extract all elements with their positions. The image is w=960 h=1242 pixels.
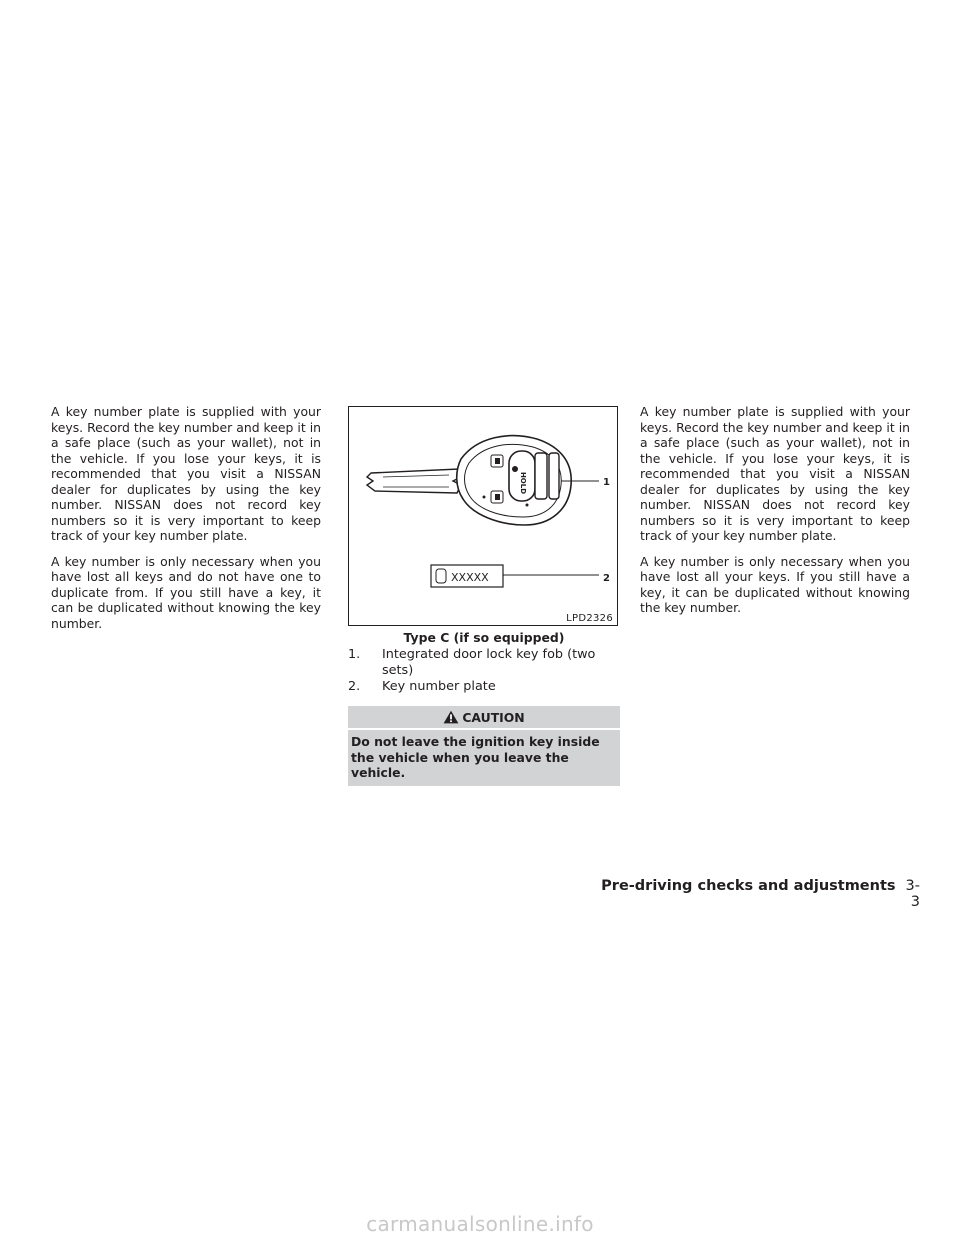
section-title: Pre-driving checks and adjustments	[601, 878, 896, 894]
caution-text: Do not leave the ignition key inside the vehicle when you leave the vehicle.	[348, 728, 620, 786]
legend-text: Integrated door lock key fob (two sets)	[382, 647, 596, 678]
paragraph: A key number plate is supplied with your keys. Record the key number and keep it in a safe place (such as your wallet), not in the vehicle. If you lose your keys, it is recommended that you visit a NISSAN dealer for duplicates by using the key number. NISSAN does not record key numbers so it is very important to keep track of your key number plate.	[51, 404, 321, 543]
plate-text: XXXXX	[451, 571, 489, 584]
legend-text: Key number plate	[382, 679, 496, 694]
left-text-column	[51, 404, 321, 641]
right-text-column	[640, 404, 910, 626]
figure-caption: Type C (if so equipped)	[403, 630, 565, 645]
caution-box	[348, 706, 620, 786]
figure-column	[348, 406, 620, 786]
paragraph: A key number plate is supplied with your keys. Record the key number and keep it in a safe place (such as your wallet), not in the vehicle. If you lose your keys, it is recommended that you visit a NISSAN dealer for duplicates by using the key number. NISSAN does not record key numbers so it is very important to keep track of your key number plate.	[640, 404, 910, 543]
key-figure	[348, 406, 618, 626]
callout-1: 1	[603, 477, 610, 488]
paragraph: A key number is only necessary when you have lost all keys and do not have one to duplicate from. If you still have a key, it can be duplicated without knowing the key number.	[51, 553, 321, 631]
legend-number: 1.	[348, 647, 361, 662]
callout-2: 2	[603, 573, 610, 584]
caution-header	[348, 706, 620, 728]
page-footer	[600, 878, 920, 910]
key-fob-illustration	[349, 407, 619, 627]
warning-triangle-icon	[443, 710, 459, 724]
caution-title: CAUTION	[462, 709, 525, 725]
legend-item	[348, 679, 620, 695]
figure-code: LPD2326	[566, 613, 613, 624]
legend-number: 2.	[348, 679, 361, 694]
page-number: 3-3	[905, 878, 920, 910]
legend-item	[348, 647, 620, 679]
watermark: carmanualsonline.info	[366, 1212, 594, 1236]
figure-legend	[348, 647, 620, 695]
paragraph: A key number is only necessary when you have lost all your keys. If you still have a key, it can be duplicated without knowing the key number.	[640, 553, 910, 615]
hold-label: HOLD	[519, 471, 527, 495]
